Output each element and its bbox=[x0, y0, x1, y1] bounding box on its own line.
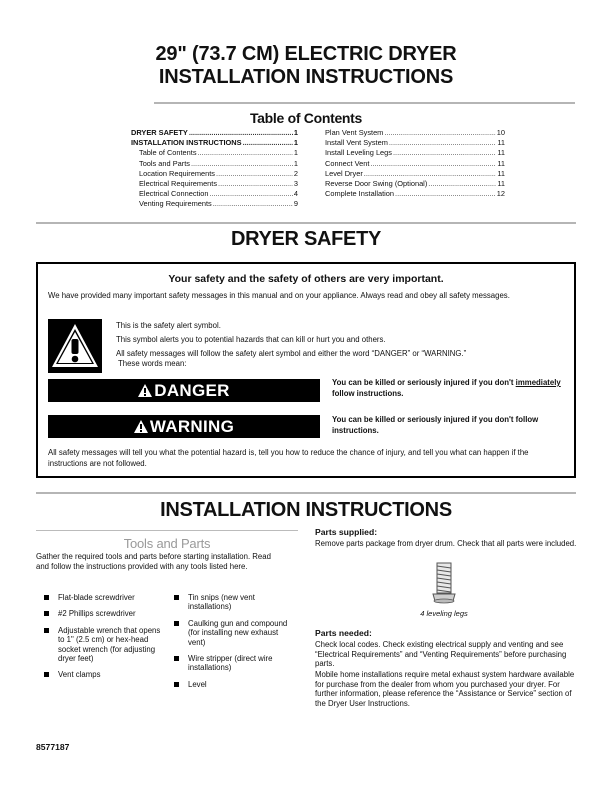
tools-list-1 bbox=[44, 593, 162, 687]
toc-entry-label: Location Requirements bbox=[139, 168, 216, 178]
tool-item bbox=[174, 619, 292, 647]
toc-entry-page: 10 bbox=[496, 128, 505, 137]
parts-supplied-text: Remove parts package from dryer drum. Check that all parts were included. bbox=[315, 539, 577, 548]
tool-item bbox=[174, 654, 292, 673]
toc-entry-label: Complete Installation bbox=[325, 189, 395, 199]
alert-line-3: All safety messages will follow the safety alert symbol and either the word “DANGER” or “WARNING.” bbox=[116, 349, 467, 358]
toc-right-column bbox=[325, 128, 505, 199]
tool-item-text: Tin snips (new vent installations) bbox=[188, 593, 255, 612]
tools-divider bbox=[36, 530, 298, 531]
toc-entry bbox=[325, 179, 505, 189]
bullet-square-icon bbox=[174, 682, 179, 687]
toc-dot-leader bbox=[384, 128, 495, 138]
toc-entry bbox=[131, 138, 298, 148]
title-line-2: INSTALLATION INSTRUCTIONS bbox=[158, 66, 454, 88]
tool-item bbox=[44, 626, 162, 664]
danger-desc-underlined: immediately bbox=[515, 378, 561, 387]
toc-left-column bbox=[131, 128, 298, 210]
toc-entry-page: 1 bbox=[293, 138, 298, 148]
toc-entry-page: 9 bbox=[293, 199, 298, 209]
danger-banner bbox=[48, 379, 320, 402]
installation-title: INSTALLATION INSTRUCTIONS bbox=[160, 499, 452, 521]
bullet-square-icon bbox=[44, 672, 49, 677]
title-divider bbox=[154, 102, 575, 104]
toc-entry-page: 2 bbox=[293, 168, 298, 178]
danger-alert-icon bbox=[138, 380, 152, 403]
toc-entry-page: 1 bbox=[293, 158, 298, 168]
tool-item-text: #2 Phillips screwdriver bbox=[58, 609, 136, 619]
toc-entry-page: 3 bbox=[293, 179, 298, 189]
toc-entry bbox=[131, 169, 298, 179]
parts-supplied-heading: Parts supplied: bbox=[315, 527, 378, 537]
danger-description bbox=[332, 377, 567, 399]
leveling-leg-icon bbox=[429, 561, 459, 605]
document-title bbox=[0, 43, 612, 89]
tool-item-text: Vent clamps bbox=[58, 670, 101, 680]
toc-dot-leader bbox=[213, 199, 293, 209]
toc-entry bbox=[325, 128, 505, 138]
tool-item-text: Flat-blade screwdriver bbox=[58, 593, 135, 602]
tool-item bbox=[44, 609, 162, 618]
toc-entry bbox=[131, 179, 298, 189]
tool-item-text: Level bbox=[188, 679, 207, 689]
toc-entry-label: Connect Vent bbox=[325, 158, 370, 168]
toc-entry-label: Reverse Door Swing (Optional) bbox=[325, 179, 428, 189]
tools-list-2 bbox=[174, 593, 292, 696]
danger-desc-end: follow instructions. bbox=[332, 389, 404, 398]
toc-entry-label: DRYER SAFETY bbox=[131, 128, 188, 137]
parts-needed-heading: Parts needed: bbox=[315, 628, 372, 638]
toc-entry-page: 11 bbox=[497, 148, 505, 158]
toc-entry-page: 11 bbox=[497, 179, 505, 189]
safety-alert-icon bbox=[48, 319, 102, 373]
toc-entry-page: 12 bbox=[496, 189, 505, 199]
toc-entry bbox=[325, 148, 505, 158]
alert-line-1: This is the safety alert symbol. bbox=[116, 321, 221, 330]
toc-dot-leader bbox=[243, 138, 293, 148]
tools-heading: Tools and Parts bbox=[123, 536, 211, 551]
toc-entry-page: 1 bbox=[293, 128, 298, 137]
toc-entry-label: Install Vent System bbox=[325, 138, 388, 148]
parts-needed-text-1: Check local codes. Check existing electrical supply and venting and see “Electrical Requirements” and “Venting Requirements” before purchasing parts. bbox=[315, 640, 567, 669]
toc-dot-leader bbox=[389, 138, 496, 148]
toc-dot-leader bbox=[393, 148, 496, 158]
toc-entry bbox=[131, 148, 298, 158]
tool-item bbox=[44, 593, 162, 602]
toc-entry-page: 11 bbox=[497, 168, 505, 178]
toc-entry-label: Electrical Requirements bbox=[139, 179, 218, 189]
toc-entry bbox=[325, 169, 505, 179]
toc-entry bbox=[131, 128, 298, 138]
tool-item bbox=[174, 680, 292, 689]
toc-entry-page: 11 bbox=[497, 138, 505, 148]
toc-heading: Table of Contents bbox=[249, 110, 363, 126]
tool-item-text: Caulking gun and compound (for installing new exhaust vent) bbox=[188, 618, 288, 647]
toc-entry bbox=[325, 159, 505, 169]
toc-dot-leader bbox=[216, 169, 293, 179]
safety-divider bbox=[36, 492, 576, 494]
tool-item-text: Wire stripper (direct wire installations) bbox=[188, 654, 273, 673]
toc-entry-label: Tools and Parts bbox=[139, 158, 190, 168]
toc-dot-leader bbox=[209, 189, 292, 199]
warning-alert-icon bbox=[134, 416, 148, 439]
toc-entry bbox=[131, 159, 298, 169]
toc-dot-leader bbox=[364, 169, 497, 179]
bullet-square-icon bbox=[174, 656, 179, 661]
warning-label: WARNING bbox=[149, 417, 235, 436]
bullet-square-icon bbox=[44, 611, 49, 616]
alert-line-4: These words mean: bbox=[118, 359, 187, 368]
leveling-legs-caption: 4 leveling legs bbox=[420, 609, 468, 618]
dryer-safety-title: DRYER SAFETY bbox=[230, 228, 382, 250]
toc-entry bbox=[325, 189, 505, 199]
toc-dot-leader bbox=[198, 148, 293, 158]
toc-dot-leader bbox=[370, 159, 496, 169]
toc-entry-page: 1 bbox=[293, 148, 298, 158]
safety-outro: All safety messages will tell you what the potential hazard is, tell you how to reduce the chance of injury, and tell you what can happen if the instructions are not followed. bbox=[48, 448, 529, 468]
alert-line-2: This symbol alerts you to potential hazards that can kill or hurt you and others. bbox=[116, 335, 386, 344]
bullet-square-icon bbox=[174, 621, 179, 626]
toc-dot-leader bbox=[191, 159, 293, 169]
warning-banner bbox=[48, 415, 320, 438]
tool-item-text: Adjustable wrench that opens to 1" (2.5 cm) or hex-head socket wrench (for adjusting dryer feet) bbox=[58, 625, 161, 664]
toc-entry-label: INSTALLATION INSTRUCTIONS bbox=[131, 138, 242, 148]
bullet-square-icon bbox=[44, 628, 49, 633]
toc-dot-leader bbox=[395, 189, 496, 199]
toc-entry-label: Electrical Connection bbox=[139, 189, 209, 199]
toc-entry-label: Plan Vent System bbox=[325, 128, 384, 137]
toc-entry bbox=[131, 189, 298, 199]
tool-item bbox=[174, 593, 292, 612]
tool-item bbox=[44, 670, 162, 679]
bullet-square-icon bbox=[44, 595, 49, 600]
toc-entry bbox=[325, 138, 505, 148]
parts-needed-text-2: Mobile home installations require metal exhaust system hardware available for purchase from the dealer from whom you purchased your dryer. For further information, please reference the “Assistance or Service” section of the Dryer User Instructions. bbox=[315, 670, 575, 708]
title-line-1: 29" (73.7 CM) ELECTRIC DRYER bbox=[155, 43, 457, 65]
safety-box-header: Your safety and the safety of others are very important. bbox=[168, 273, 444, 285]
toc-entry-label: Venting Requirements bbox=[139, 199, 212, 209]
danger-label: DANGER bbox=[154, 381, 230, 400]
toc-entry-label: Table of Contents bbox=[139, 148, 197, 158]
toc-entry-page: 4 bbox=[293, 189, 298, 199]
safety-box bbox=[36, 262, 576, 478]
toc-dot-leader bbox=[189, 128, 293, 138]
part-number: 8577187 bbox=[36, 742, 70, 752]
toc-entry bbox=[131, 199, 298, 209]
toc-entry-page: 11 bbox=[497, 158, 505, 168]
toc-entry-label: Level Dryer bbox=[325, 168, 363, 178]
warning-description: You can be killed or seriously injured if you don't follow instructions. bbox=[332, 415, 539, 435]
safety-intro: We have provided many important safety messages in this manual and on your appliance. Always read and obey all safety messages. bbox=[48, 291, 510, 300]
toc-dot-leader bbox=[428, 179, 496, 189]
toc-entry-label: Install Leveling Legs bbox=[325, 148, 392, 158]
toc-dot-leader bbox=[218, 179, 293, 189]
tools-intro: Gather the required tools and parts before starting installation. Read and follow the instructions provided with any tools listed here. bbox=[36, 552, 271, 571]
toc-divider bbox=[36, 222, 576, 224]
bullet-square-icon bbox=[174, 595, 179, 600]
danger-desc-text: You can be killed or seriously injured if you don't bbox=[332, 378, 516, 387]
